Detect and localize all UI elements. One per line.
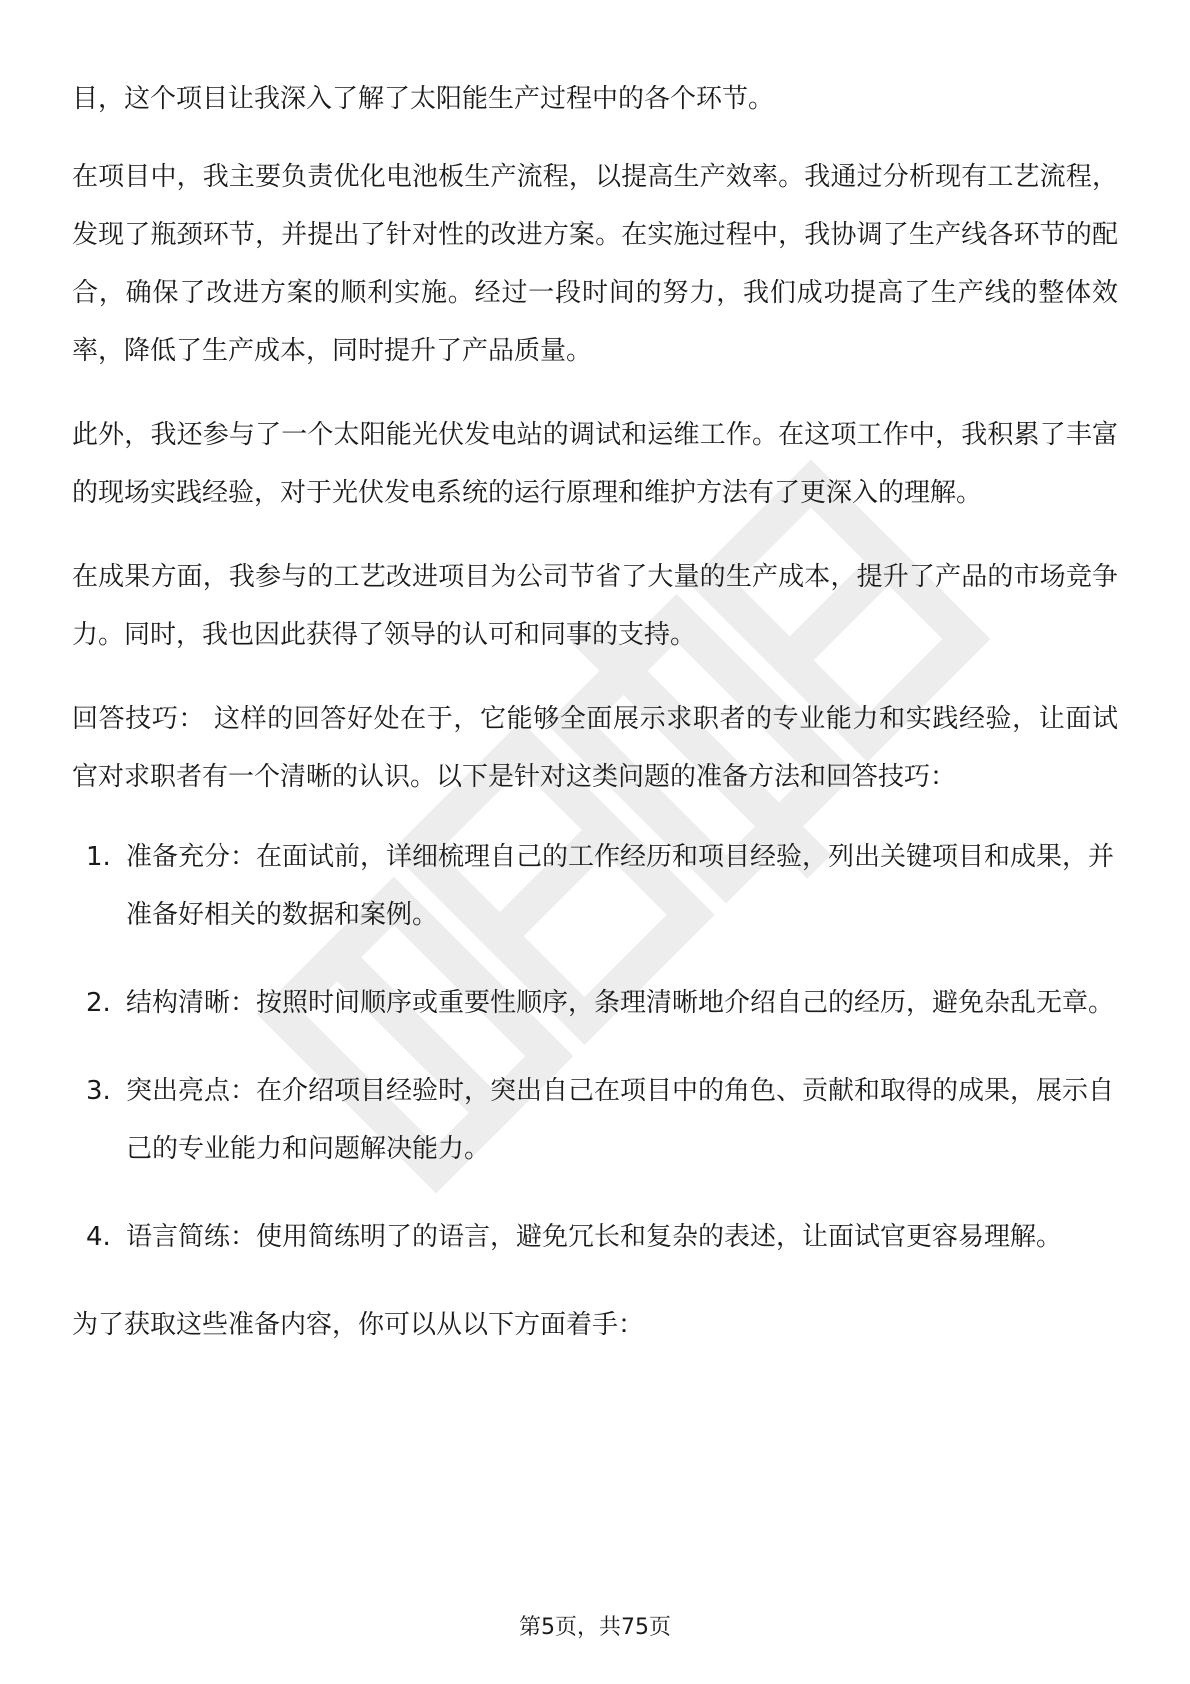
list-item [72, 974, 1118, 1032]
list-item-text: 语言简练：使用简练明了的语言，避免冗长和复杂的表述，让面试官更容易理解。 [126, 1222, 1063, 1252]
list-item [72, 1062, 1118, 1178]
paragraph-achievements: 在成果方面，我参与的工艺改进项目为公司节省了大量的生产成本，提升了产品的市场竞争力。同时，我也因此获得了领导的认可和同事的支持。 [72, 562, 1118, 650]
list-item-number: 3. [86, 1076, 111, 1106]
list-item-number: 1. [86, 842, 111, 872]
paragraph-preparation: 为了获取这些准备内容，你可以从以下方面着手： [72, 1310, 645, 1340]
paragraph-pv-station: 此外，我还参与了一个太阳能光伏发电站的调试和运维工作。在这项工作中，我积累了丰富的现场实践经验，对于光伏发电系统的运行原理和维护方法有了更深入的理解。 [72, 420, 1118, 508]
list-item [72, 828, 1118, 944]
tips-list [72, 828, 1118, 1266]
paragraph-answer-tips: 回答技巧： 这样的回答好处在于，它能够全面展示求职者的专业能力和实践经验，让面试官对求职者有一个清晰的认识。以下是针对这类问题的准备方法和回答技巧： [72, 704, 1118, 792]
list-item [72, 1208, 1118, 1266]
paragraph-project-role: 在项目中，我主要负责优化电池板生产流程，以提高生产效率。我通过分析现有工艺流程，发现了瓶颈环节，并提出了针对性的改进方案。在实施过程中，我协调了生产线各环节的配合，确保了改进方案的顺利实施。经过一段时间的努力，我们成功提高了生产线的整体效率，降低了生产成本，同时提升了产品质量。 [72, 162, 1118, 366]
list-item-text: 准备充分：在面试前，详细梳理自己的工作经历和项目经验，列出关键项目和成果，并准备好相关的数据和案例。 [126, 842, 1115, 930]
page-number: 第5页，共75页 [519, 1615, 671, 1640]
list-item-number: 2. [86, 988, 111, 1018]
list-item-text: 突出亮点：在介绍项目经验时，突出自己在项目中的角色、贡献和取得的成果，展示自己的专业能力和问题解决能力。 [126, 1076, 1115, 1164]
list-item-number: 4. [86, 1222, 111, 1252]
list-item-text: 结构清晰：按照时间顺序或重要性顺序，条理清晰地介绍自己的经历，避免杂乱无章。 [126, 988, 1115, 1018]
paragraph-project-intro: 目，这个项目让我深入了解了太阳能生产过程中的各个环节。 [72, 84, 775, 114]
document-body [72, 70, 1118, 1354]
